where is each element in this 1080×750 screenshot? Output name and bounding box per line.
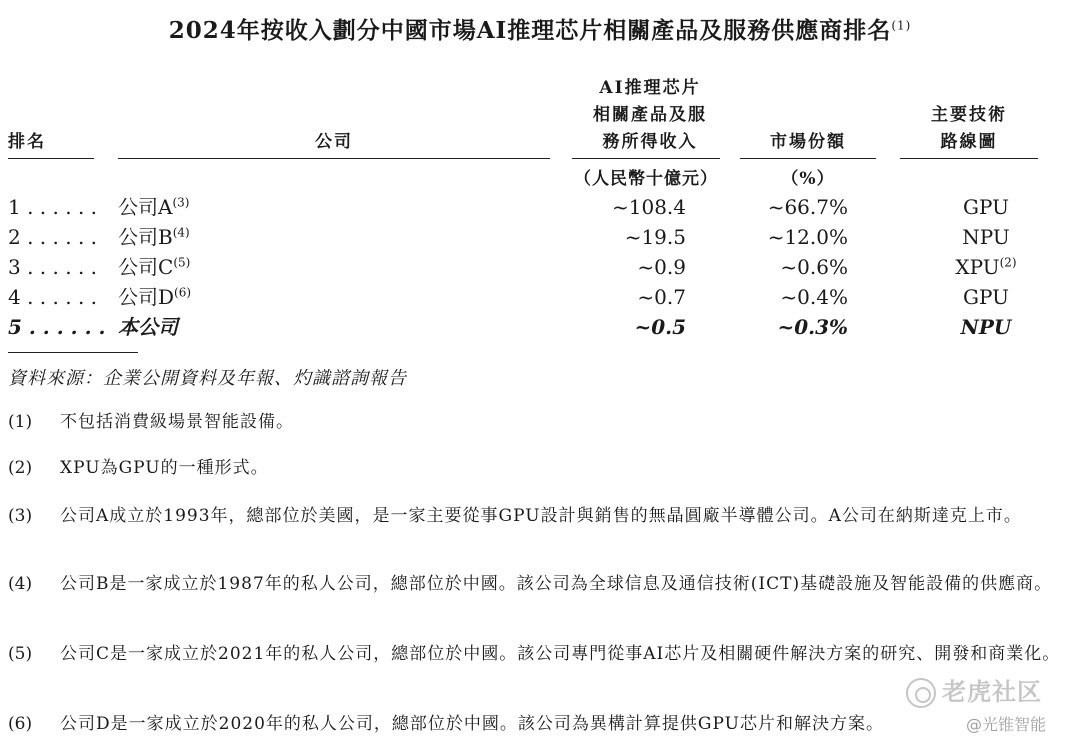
row-rank: 4 . . . . . . <box>8 285 98 309</box>
row-tech <box>900 252 1072 282</box>
row-share: ~0.6% <box>780 255 848 279</box>
header-tech-line1: 主要技術 <box>931 105 1007 125</box>
row-company <box>118 222 190 252</box>
header-company: 公司 <box>315 132 353 152</box>
header-revenue-line1: AI推理芯片 <box>599 78 701 98</box>
row-rank: 1 . . . . . . <box>8 195 98 219</box>
footnote <box>8 642 1068 666</box>
header-rule-rank <box>8 158 94 159</box>
row-company-footnote: (4) <box>172 225 190 240</box>
source-divider <box>8 352 138 353</box>
row-share: ~0.3% <box>777 315 848 339</box>
row-tech-footnote: (2) <box>999 255 1017 270</box>
title-text: 2024年按收入劃分中國市場AI推理芯片相關產品及服務供應商排名 <box>168 17 892 44</box>
header-rule-company <box>118 158 550 159</box>
header-rule-tech <box>900 158 1038 159</box>
row-rank: 5 . . . . . . <box>8 315 106 339</box>
footnote <box>8 504 1068 528</box>
row-company-footnote: (6) <box>174 285 192 300</box>
footnote-text: 公司A成立於1993年，總部位於美國，是一家主要從事GPU設計與銷售的無晶圓廠半導體公司。A公司在納斯達克上市。 <box>60 506 1022 526</box>
source-note: 資料來源：企業公開資料及年報、灼識諮詢報告 <box>8 368 407 389</box>
share-unit: （%） <box>781 169 835 189</box>
title-footnote-ref: (1) <box>891 18 912 33</box>
footnote-number: (1) <box>8 412 33 432</box>
footnote <box>8 456 1068 480</box>
header-tech-line2: 路線圖 <box>940 132 998 152</box>
row-share: ~0.4% <box>780 285 848 309</box>
brand-watermark <box>906 672 1042 708</box>
header-rule-share <box>740 158 876 159</box>
revenue-unit: （人民幣十億元） <box>574 169 718 189</box>
row-revenue: ~19.5 <box>624 225 686 249</box>
row-rank: 3 . . . . . . <box>8 255 98 279</box>
header-share: 市場份額 <box>770 132 846 152</box>
footnote-number: (4) <box>8 574 33 594</box>
row-company-name: 公司B <box>118 225 173 249</box>
row-revenue: ~0.7 <box>637 285 686 309</box>
row-company-name: 公司D <box>118 285 175 309</box>
tiger-logo-icon <box>906 678 936 708</box>
footnote-text: 公司D是一家成立於2020年的私人公司，總部位於中國。該公司為異構計算提供GPU芯片和解決方案。 <box>60 714 884 734</box>
row-company-footnote: (5) <box>173 255 191 270</box>
table-row <box>0 192 1080 222</box>
row-company <box>118 282 191 312</box>
row-tech <box>900 192 1072 222</box>
row-share: ~12.0% <box>767 225 848 249</box>
row-company-footnote: (3) <box>172 195 190 210</box>
footnote-text: 公司C是一家成立於2021年的私人公司，總部位於中國。該公司專門從事AI芯片及相關硬件解決方案的研究、開發和商業化。 <box>60 644 1061 664</box>
footnote-text: XPU為GPU的一種形式。 <box>60 458 269 478</box>
row-company-name: 本公司 <box>118 315 178 339</box>
footnote-number: (6) <box>8 714 33 734</box>
row-company <box>118 312 178 342</box>
row-tech <box>900 222 1072 252</box>
row-company-name: 公司C <box>118 255 174 279</box>
row-revenue: ~0.5 <box>634 315 686 339</box>
author-watermark: @光锥智能 <box>966 715 1047 734</box>
row-revenue: ~0.9 <box>637 255 686 279</box>
table-row <box>0 222 1080 252</box>
header-rank: 排名 <box>8 132 46 152</box>
footnote <box>8 572 1068 596</box>
brand-watermark-text: 老虎社区 <box>942 678 1042 706</box>
row-tech <box>900 282 1072 312</box>
page-title <box>0 12 1080 45</box>
row-tech <box>900 312 1072 342</box>
table-row <box>0 282 1080 312</box>
footnote-text: 公司B是一家成立於1987年的私人公司，總部位於中國。該公司為全球信息及通信技術(ICT)基礎設施及智能設備的供應商。 <box>60 574 1053 594</box>
row-company-name: 公司A <box>118 195 173 219</box>
footnote-number: (3) <box>8 506 33 526</box>
row-share: ~66.7% <box>767 195 848 219</box>
table-row <box>0 252 1080 282</box>
row-tech-name: NPU <box>960 315 1012 339</box>
row-company <box>118 192 189 222</box>
footnote-text: 不包括消費級場景智能設備。 <box>60 412 294 432</box>
header-revenue-line3: 務所得收入 <box>602 132 698 152</box>
header-revenue-line2: 相關產品及服 <box>593 105 707 125</box>
row-tech-name: GPU <box>963 195 1009 219</box>
footnote-number: (5) <box>8 644 33 664</box>
row-tech-name: XPU <box>955 255 1000 279</box>
footnote <box>8 410 1068 434</box>
footnote <box>8 712 1068 736</box>
row-company <box>118 252 190 282</box>
row-rank: 2 . . . . . . <box>8 225 98 249</box>
row-tech-name: NPU <box>962 225 1010 249</box>
row-revenue: ~108.4 <box>611 195 686 219</box>
table-row-own-company <box>0 312 1080 342</box>
row-tech-name: GPU <box>963 285 1009 309</box>
footnote-number: (2) <box>8 458 33 478</box>
header-rule-revenue <box>572 158 720 159</box>
